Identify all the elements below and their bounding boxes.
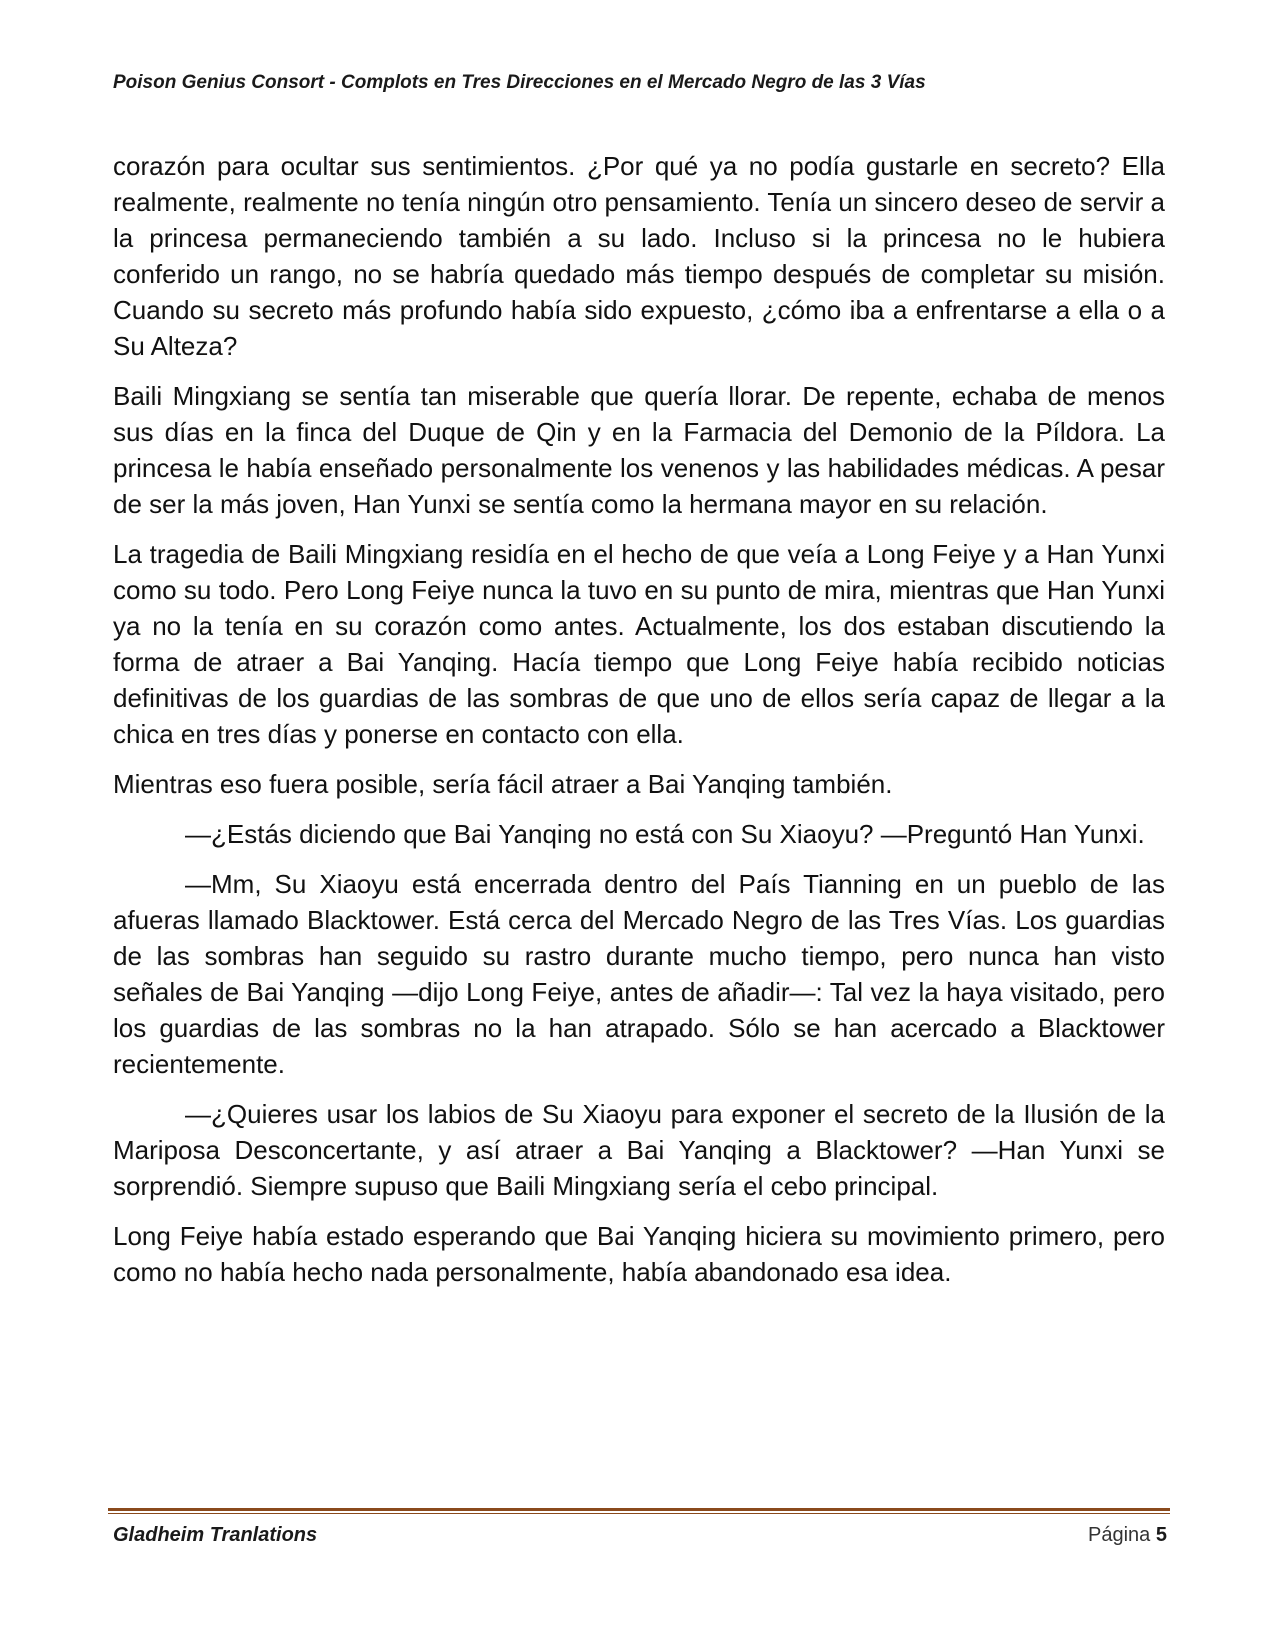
page-number-block <box>1088 1524 1167 1547</box>
body-text <box>113 148 1165 1304</box>
dialogue-paragraph: —Mm, Su Xiaoyu está encerrada dentro del País Tianning en un pueblo de las afueras llamado Blacktower. Está cerca del Mercado Negro de las Tres Vías. Los guardias de las sombras han seguido su rastro durante mucho tiempo, pero nunca han visto señales de Bai Yanqing —dijo Long Feiye, antes de añadir—: Tal vez la haya visitado, pero los guardias de las sombras no la han atrapado. Sólo se han acercado a Blacktower recientemente. <box>113 869 1165 1079</box>
paragraph: Mientras eso fuera posible, sería fácil atraer a Bai Yanqing también. <box>113 769 893 799</box>
footer-divider-thick <box>108 1508 1170 1511</box>
paragraph: Baili Mingxiang se sentía tan miserable que quería llorar. De repente, echaba de menos sus días en la finca del Duque de Qin y en la Farmacia del Demonio de la Píldora. La princesa le había enseñado personalmente los venenos y las habilidades médicas. A pesar de ser la más joven, Han Yunxi se sentía como la hermana mayor en su relación. <box>113 381 1165 519</box>
paragraph: La tragedia de Baili Mingxiang residía en el hecho de que veía a Long Feiye y a Han Yunxi como su todo. Pero Long Feiye nunca la tuvo en su punto de mira, mientras que Han Yunxi ya no la tenía en su corazón como antes. Actualmente, los dos estaban discutiendo la forma de atraer a Bai Yanqing. Hacía tiempo que Long Feiye había recibido noticias definitivas de los guardias de las sombras de que uno de ellos sería capaz de llegar a la chica en tres días y ponerse en contacto con ella. <box>113 539 1165 749</box>
dialogue-paragraph: —¿Quieres usar los labios de Su Xiaoyu para exponer el secreto de la Ilusión de la Mariposa Desconcertante, y así atraer a Bai Yanqing a Blacktower? —Han Yunxi se sorprendió. Siempre supuso que Baili Mingxiang sería el cebo principal. <box>113 1099 1165 1201</box>
dialogue-paragraph: —¿Estás diciendo que Bai Yanqing no está con Su Xiaoyu? —Preguntó Han Yunxi. <box>185 819 1145 849</box>
footer-divider-thin <box>108 1513 1170 1514</box>
footer-translator-name: Gladheim Tranlations <box>113 1524 318 1546</box>
page-number: 5 <box>1155 1524 1167 1546</box>
footer-divider <box>108 1508 1170 1514</box>
paragraph: corazón para ocultar sus sentimientos. ¿Por qué ya no podía gustarle en secreto? Ella realmente, realmente no tenía ningún otro pensamiento. Tenía un sincero deseo de servir a la princesa permaneciendo también a su lado. Incluso si la princesa no le hubiera conferido un rango, no se habría quedado más tiempo después de completar su misión. Cuando su secreto más profundo había sido expuesto, ¿cómo iba a enfrentarse a ella o a Su Alteza? <box>113 151 1165 361</box>
page-header: Poison Genius Consort - Complots en Tres Direcciones en el Mercado Negro de las 3 Vías <box>113 72 926 93</box>
page-label: Página <box>1088 1524 1151 1546</box>
paragraph: Long Feiye había estado esperando que Bai Yanqing hiciera su movimiento primero, pero como no había hecho nada personalmente, había abandonado esa idea. <box>113 1221 1165 1287</box>
